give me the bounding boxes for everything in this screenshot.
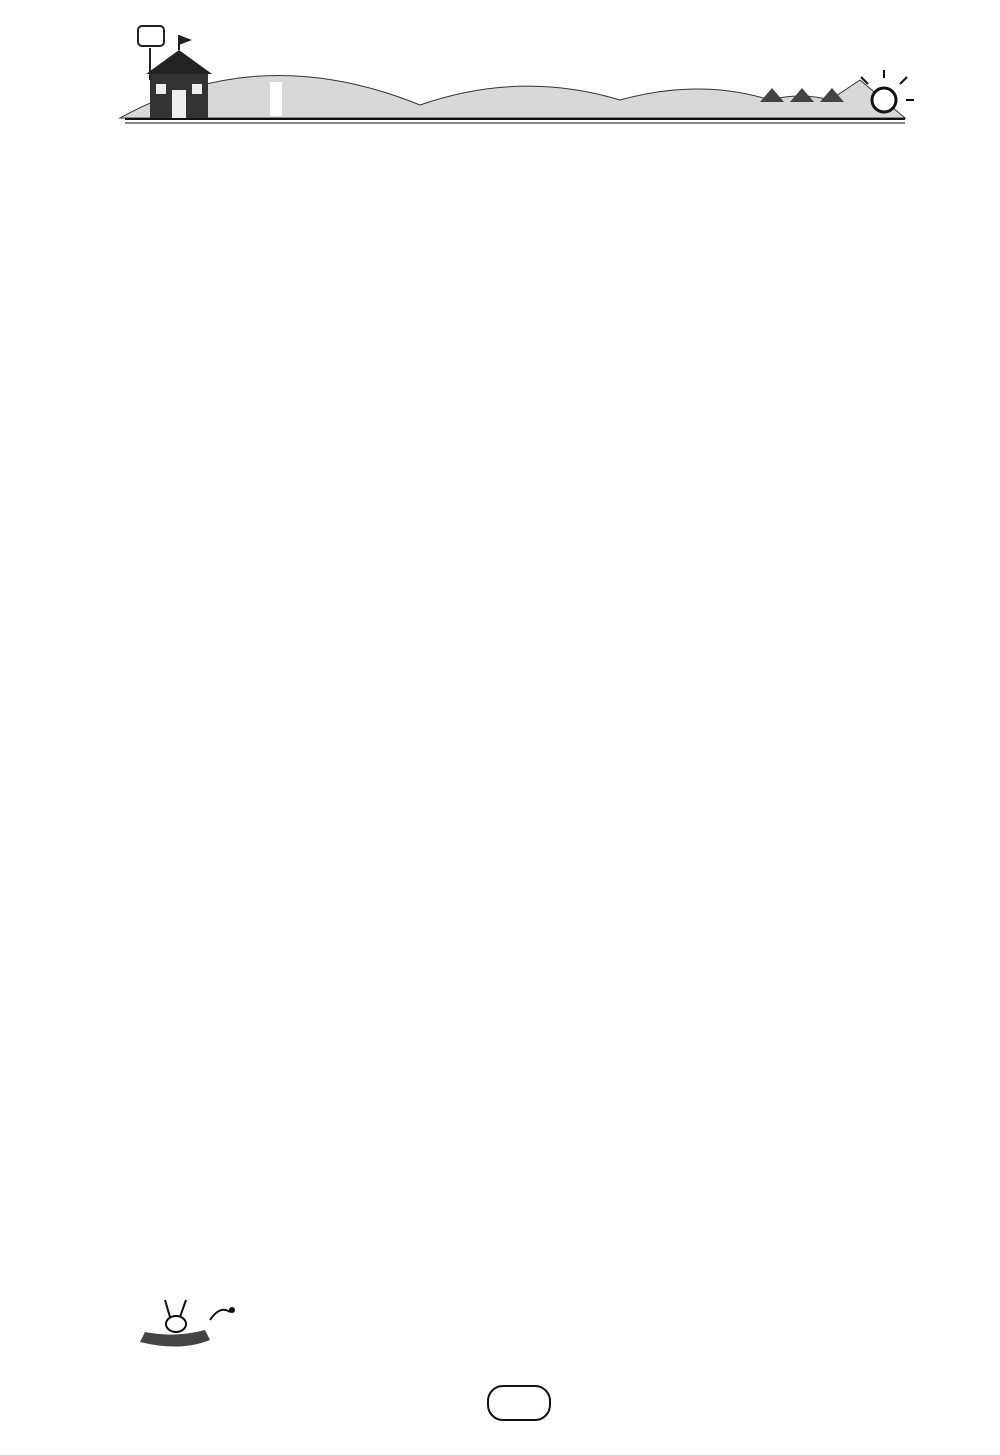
page-header bbox=[0, 0, 1000, 130]
header-decoration bbox=[0, 0, 1000, 130]
header-title bbox=[270, 82, 282, 116]
footer-decoration bbox=[0, 1290, 1000, 1455]
page-number bbox=[487, 1385, 551, 1421]
page-footer bbox=[0, 1290, 1000, 1455]
